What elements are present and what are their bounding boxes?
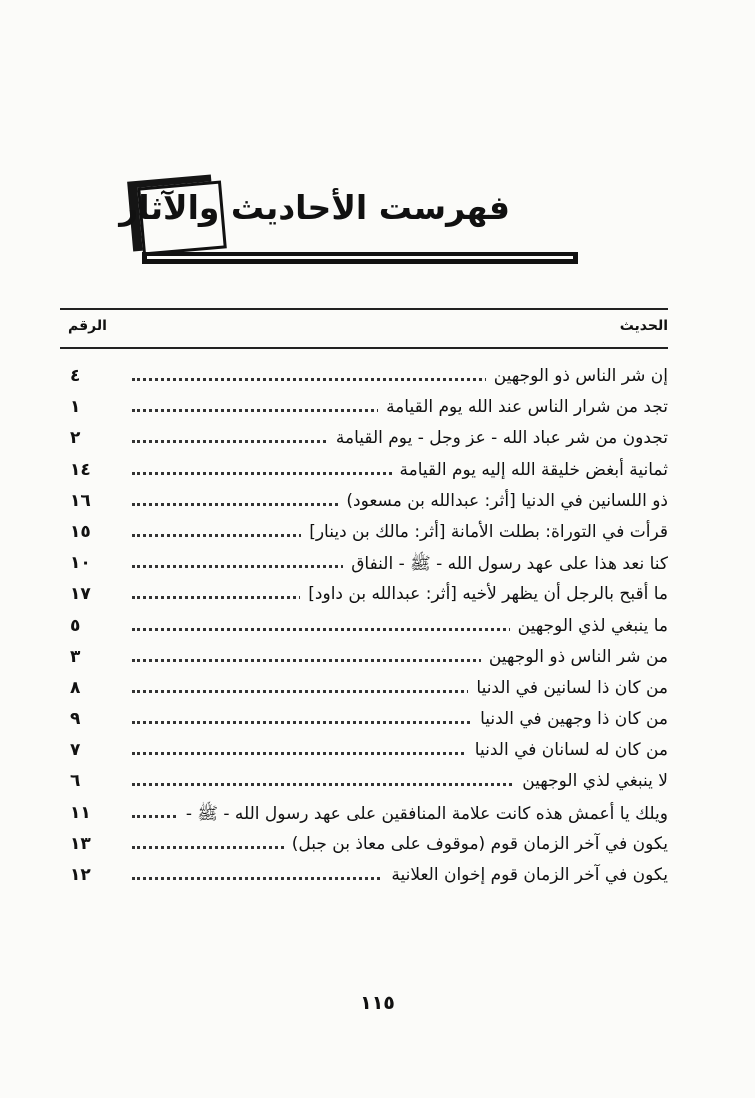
hadith-number: ٣ (70, 646, 81, 667)
page-number: ١١٥ (360, 992, 395, 1014)
index-row (60, 553, 668, 584)
hadith-number: ٨ (70, 677, 81, 698)
hadith-text: من كان ذا لسانين في الدنيا (468, 678, 668, 698)
index-row (60, 397, 668, 428)
index-row (60, 522, 668, 553)
hadith-number: ٢ (70, 428, 81, 449)
hadith-number: ١٣ (70, 833, 91, 854)
index-row (60, 491, 668, 522)
hadith-number: ٩ (70, 709, 81, 730)
banner-underline-bar (142, 252, 578, 264)
index-row (60, 616, 668, 647)
index-row (60, 803, 668, 834)
title-banner (120, 170, 580, 275)
table-header-rule (60, 347, 668, 349)
index-row (60, 740, 668, 771)
hadith-text: تجدون من شر عباد الله - عز وجل - يوم القيامة (328, 428, 668, 448)
hadith-text: من كان له لسانان في الدنيا (467, 740, 668, 760)
hadith-text: لا ينبغي لذي الوجهين (514, 771, 668, 791)
index-row (60, 460, 668, 491)
index-row (60, 771, 668, 802)
hadith-text: إن شر الناس ذو الوجهين (486, 366, 668, 386)
hadith-text: يكون في آخر الزمان قوم إخوان العلانية (383, 865, 668, 885)
hadith-text: كنا نعد هذا على عهد رسول الله - ﷺ - النفاق (343, 553, 668, 578)
hadith-number: ١١ (70, 802, 91, 823)
index-row (60, 647, 668, 678)
hadith-number: ١٤ (70, 459, 91, 480)
index-rows (60, 366, 668, 896)
index-row (60, 834, 668, 865)
index-row (60, 584, 668, 615)
hadith-text: ثمانية أبغض خليقة الله إليه يوم القيامة (392, 460, 668, 480)
hadith-text: ما ينبغي لذي الوجهين (510, 616, 668, 636)
index-row (60, 709, 668, 740)
index-row (60, 428, 668, 459)
hadith-text: قرأت في التوراة: بطلت الأمانة [أثر: مالك بن دينار] (301, 522, 668, 542)
hadith-text: من شر الناس ذو الوجهين (481, 647, 668, 667)
hadith-number: ٥ (70, 615, 81, 636)
hadith-text: ويلك يا أعمش هذه كانت علامة المنافقين على عهد رسول الله - ﷺ - (178, 803, 668, 828)
hadith-number: ١٧ (70, 584, 91, 605)
hadith-text: تجد من شرار الناس عند الله يوم القيامة (378, 397, 668, 417)
page-title: فهرست الأحاديث والآثار (119, 188, 510, 227)
table-top-rule (60, 308, 668, 310)
index-row (60, 865, 668, 896)
column-header-number: الرقم (68, 318, 107, 334)
hadith-text: من كان ذا وجهين في الدنيا (472, 709, 668, 729)
hadith-number: ١٠ (70, 553, 91, 574)
hadith-number: ١ (70, 397, 81, 418)
hadith-number: ٤ (70, 366, 81, 386)
hadith-number: ١٥ (70, 521, 91, 542)
hadith-number: ١٢ (70, 865, 91, 885)
column-header-hadith: الحديث (619, 318, 668, 334)
hadith-text: يكون في آخر الزمان قوم (موقوف على معاذ بن جبل) (284, 834, 668, 854)
index-row (60, 678, 668, 709)
hadith-text: ما أقبح بالرجل أن يظهر لأخيه [أثر: عبدالله بن داود] (300, 584, 668, 604)
hadith-text: ذو اللسانين في الدنيا [أثر: عبدالله بن مسعود) (338, 491, 668, 511)
index-row (60, 366, 668, 397)
hadith-number: ٦ (70, 771, 81, 792)
hadith-number: ٧ (70, 740, 81, 761)
hadith-number: ١٦ (70, 490, 91, 511)
